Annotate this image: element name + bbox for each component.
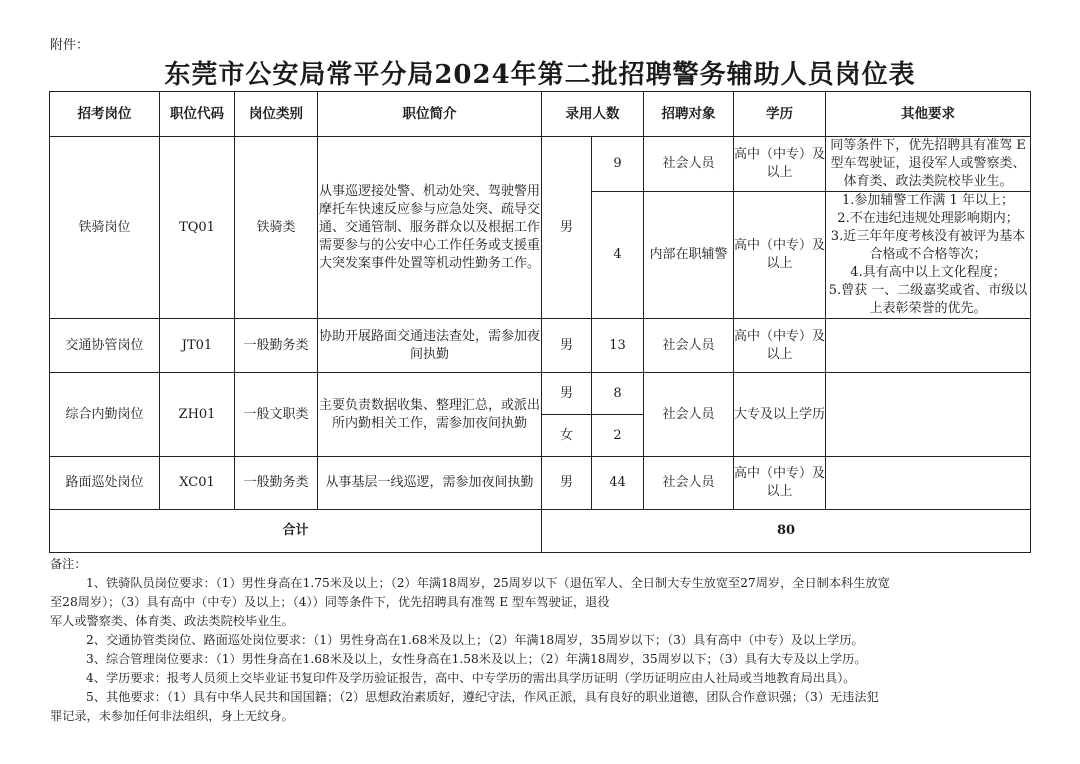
- notes-section: [50, 555, 1035, 726]
- cell-other-requirements: 同等条件下，优先招聘具有准驾 E 型车驾驶证，退役军人或警察类、体育类、政法类院校毕业生。: [826, 137, 1031, 192]
- cell-post: 路面巡处岗位: [50, 457, 160, 510]
- cell-other-requirements: [826, 373, 1031, 457]
- cell-count: 4: [592, 192, 644, 319]
- note-line: 2、交通协管类岗位、路面巡处岗位要求：（1）男性身高在1.68米及以上；（2）年满18周岁，35周岁以下；（3）具有高中（中专）及以上学历。: [86, 633, 864, 647]
- cell-count: 44: [592, 457, 644, 510]
- cell-gender: 男: [542, 319, 592, 373]
- cell-count: 2: [592, 415, 644, 457]
- cell-target: 内部在职辅警: [644, 192, 734, 319]
- cell-intro: 从事巡逻接处警、机动处突、驾驶警用摩托车快速反应参与应急处突、疏导交通、交通管制、服务群众以及根据工作需要参与的公安中心工作任务或支援重大突发案事件处置等机动性勤务工作。: [318, 137, 542, 319]
- cell-gender: 男: [542, 457, 592, 510]
- total-value: 80: [542, 510, 1031, 553]
- cell-education: 高中（中专）及以上: [734, 192, 826, 319]
- cell-count: 8: [592, 373, 644, 415]
- cell-gender: 男: [542, 137, 592, 319]
- cell-target: 社会人员: [644, 373, 734, 457]
- cell-target: 社会人员: [644, 457, 734, 510]
- cell-intro: 协助开展路面交通违法查处，需参加夜间执勤: [318, 319, 542, 373]
- cell-post: 交通协管岗位: [50, 319, 160, 373]
- header-count: 录用人数: [542, 92, 644, 137]
- requirement-line: 1.参加辅警工作满 1 年以上；: [842, 193, 1014, 208]
- cell-intro: 主要负责数据收集、整理汇总，或派出所内勤相关工作，需参加夜间执勤: [318, 373, 542, 457]
- table-row: [50, 319, 1031, 373]
- cell-education: 高中（中专）及以上: [734, 137, 826, 192]
- cell-post: 综合内勤岗位: [50, 373, 160, 457]
- cell-count: 9: [592, 137, 644, 192]
- cell-category: 铁骑类: [235, 137, 318, 319]
- cell-gender: 男: [542, 373, 592, 415]
- cell-target: 社会人员: [644, 137, 734, 192]
- cell-post: 铁骑岗位: [50, 137, 160, 319]
- note-line: 4、学历要求：报考人员须上交毕业证书复印件及学历验证报告，高中、中专学历的需出具学历证明（学历证明应由人社局或当地教育局出具）。: [86, 671, 856, 685]
- header-category: 岗位类别: [235, 92, 318, 137]
- cell-education: 高中（中专）及以上: [734, 319, 826, 373]
- requirement-line: 2.不在违纪违规处理影响期内；: [837, 211, 1019, 226]
- table-row: [50, 457, 1031, 510]
- note-line: 至28周岁）；（3）具有高中（中专）及以上；（4））同等条件下，优先招聘具有准驾 E 型车驾驶证，退役: [50, 595, 610, 609]
- cell-gender: 女: [542, 415, 592, 457]
- header-other: 其他要求: [826, 92, 1031, 137]
- cell-count: 13: [592, 319, 644, 373]
- note-line: 1、铁骑队员岗位要求：（1）男性身高在1.75米及以上；（2）年满18周岁，25周岁以下（退伍军人、全日制大专生放宽至27周岁，全日制本科生放宽: [86, 576, 890, 590]
- cell-other-requirements: [826, 192, 1031, 319]
- requirement-line: 3.近三年年度考核没有被评为基本合格或不合格等次；: [830, 229, 1026, 262]
- note-line: 5、其他要求：（1）具有中华人民共和国国籍；（2）思想政治素质好，遵纪守法，作风正派，具有良好的职业道德，团队合作意识强；（3）无违法犯: [86, 690, 879, 704]
- requirement-line: 4.具有高中以上文化程度；: [850, 265, 1006, 280]
- cell-code: XC01: [160, 457, 235, 510]
- cell-other-requirements: [826, 319, 1031, 373]
- cell-code: TQ01: [160, 137, 235, 319]
- cell-education: 高中（中专）及以上: [734, 457, 826, 510]
- position-table: [49, 91, 1031, 553]
- cell-code: ZH01: [160, 373, 235, 457]
- table-row: [50, 137, 1031, 192]
- cell-intro: 从事基层一线巡逻，需参加夜间执勤: [318, 457, 542, 510]
- cell-target: 社会人员: [644, 319, 734, 373]
- cell-category: 一般勤务类: [235, 457, 318, 510]
- table-header-row: [50, 92, 1031, 137]
- note-line: 军人或警察类、体育类、政法类院校毕业生。: [50, 614, 294, 628]
- page-title: 东莞市公安局常平分局2024年第二批招聘警务辅助人员岗位表: [164, 60, 916, 90]
- cell-other-requirements: [826, 457, 1031, 510]
- total-row: [50, 510, 1031, 553]
- header-education: 学历: [734, 92, 826, 137]
- notes-heading: 备注：: [50, 557, 87, 571]
- cell-education: 大专及以上学历: [734, 373, 826, 457]
- note-line: 罪记录，未参加任何非法组织，身上无纹身。: [50, 709, 294, 723]
- header-post: 招考岗位: [50, 92, 160, 137]
- cell-category: 一般文职类: [235, 373, 318, 457]
- cell-category: 一般勤务类: [235, 319, 318, 373]
- total-label: 合计: [50, 510, 542, 553]
- header-intro: 职位简介: [318, 92, 542, 137]
- header-target: 招聘对象: [644, 92, 734, 137]
- note-line: 3、综合管理岗位要求：（1）男性身高在1.68米及以上，女性身高在1.58米及以上；（2）年满18周岁，35周岁以下；（3）具有大专及以上学历。: [86, 652, 867, 666]
- header-code: 职位代码: [160, 92, 235, 137]
- table-row: [50, 373, 1031, 415]
- requirement-line: 5.曾获 一、二级嘉奖或省、市级以上表彰荣誉的优先。: [828, 283, 1028, 316]
- cell-code: JT01: [160, 319, 235, 373]
- attachment-label: 附件：: [50, 38, 90, 53]
